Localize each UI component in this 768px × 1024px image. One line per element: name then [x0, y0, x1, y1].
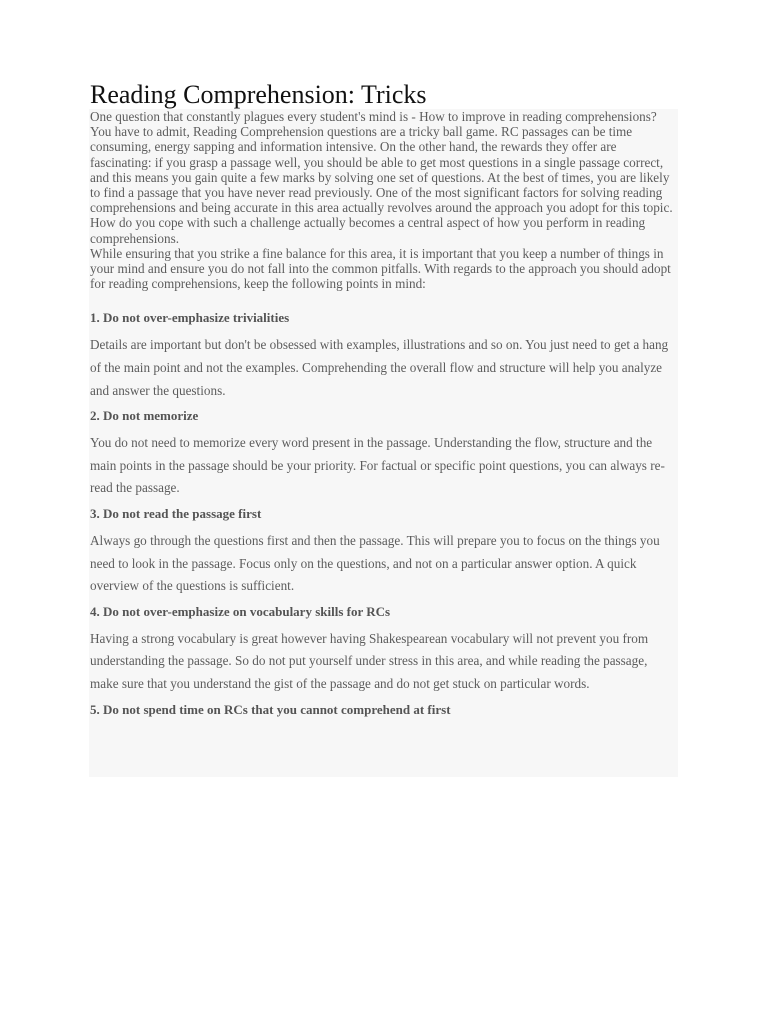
intro-paragraph: While ensuring that you strike a fine balance for this area, it is important that you keep a number of things in your mind and ensure you do not fall into the common pitfalls. With regards to the approach you should adopt for reading comprehensions, keep the following points in mind: [90, 245, 671, 292]
section-heading: 1. Do not over-emphasize trivialities [90, 310, 290, 326]
section-heading: 5. Do not spend time on RCs that you cannot comprehend at first [90, 701, 451, 717]
section-body: You do not need to memorize every word present in the passage. Understanding the flow, structure and the main points in the passage should be your priority. For factual or specific point questions, you can always re-read the passage. [90, 435, 665, 496]
intro-paragraph: One question that constantly plagues every student's mind is - How to improve in reading comprehensions? You have to admit, Reading Comprehension questions are a tricky ball game. RC passages can be time consuming, energy sapping and information intensive. On the other hand, the rewards they offer are fascinating: if you grasp a passage well, you should be able to get most questions in a single passage correct, and this means you gain quite a few marks by solving one set of questions. At the best of times, you are likely to find a passage that you have never read previously. One of the most significant factors for solving reading comprehensions and being accurate in this area actually revolves around the approach you adopt for this topic. How do you cope with such a challenge actually becomes a central aspect of how you perform in reading comprehensions. [90, 109, 673, 246]
section-heading: 4. Do not over-emphasize on vocabulary skills for RCs [90, 603, 391, 619]
document-body [89, 109, 678, 777]
section-heading: 2. Do not memorize [90, 408, 199, 424]
section-body: Having a strong vocabulary is great however having Shakespearean vocabulary will not prevent you from understanding the passage. So do not put yourself under stress in this area, and while reading the passage, make sure that you understand the gist of the passage and do not get stuck on particular words. [90, 630, 649, 691]
intro [90, 109, 677, 291]
section-body: Always go through the questions first and then the passage. This will prepare you to focus on the things you need to look in the passage. Focus only on the questions, and not on a particular answer option. A quick overview of the questions is sufficient. [90, 533, 660, 594]
section-body: Details are important but don't be obsessed with examples, illustrations and so on. You just need to get a hang of the main point and not the examples. Comprehending the overall flow and structure will help you analyze and answer the questions. [90, 337, 669, 398]
section-heading: 3. Do not read the passage first [90, 506, 262, 521]
page-title: Reading Comprehension: Tricks [90, 80, 427, 109]
